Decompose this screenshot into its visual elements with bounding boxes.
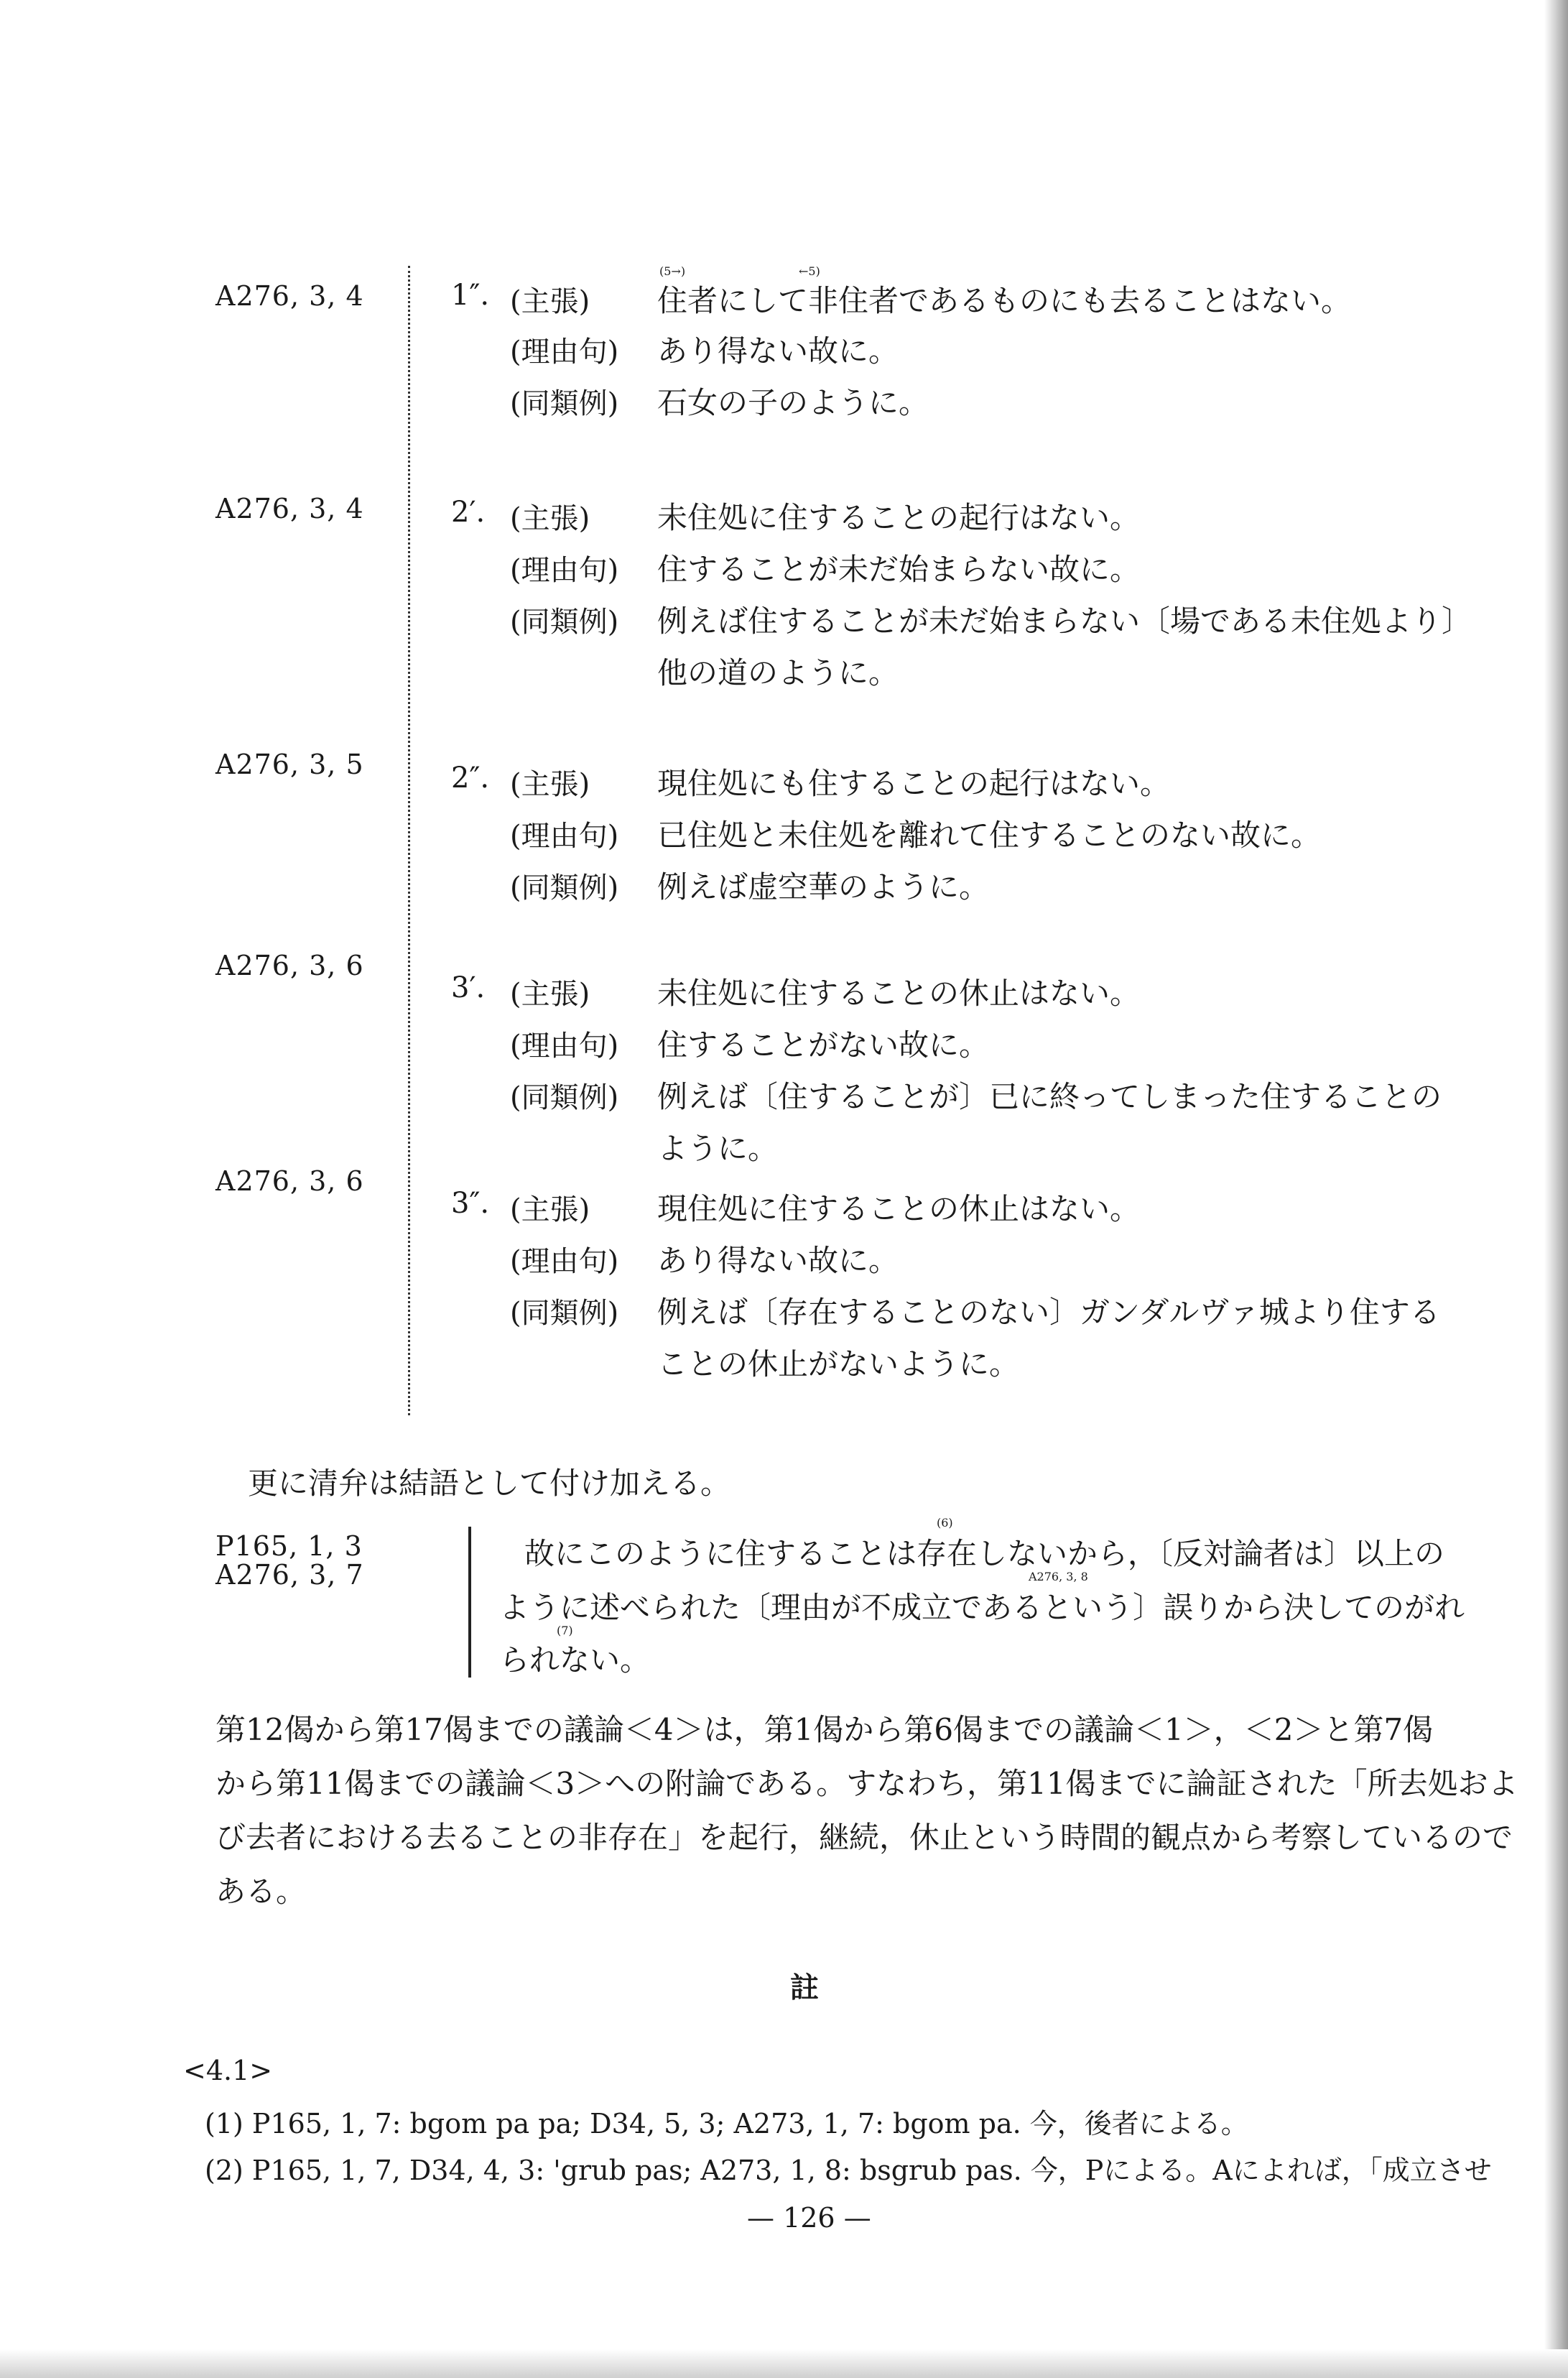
arg-2-example-cont: 他の道のように。 (657, 655, 899, 690)
mark-5b: ←5) (799, 264, 820, 278)
ref-5: A276, 3, 6 (215, 1165, 364, 1197)
arg-4-reason: 住することがない故に。 (657, 1027, 990, 1063)
page-edge-shadow (1544, 0, 1568, 2378)
arg-5-reason-label: (理由句) (510, 1245, 619, 1278)
arg-2-example: 例えば住することが未だ始まらない〔場である未住処より〕 (657, 603, 1472, 639)
mark-6: (6) (937, 1516, 953, 1530)
conclusion-ref-a: A276, 3, 7 (215, 1559, 364, 1591)
arg-2-claim: 未住処に住することの起行はない。 (657, 500, 1141, 535)
arg-5-number: 3″. (451, 1187, 490, 1220)
arg-5-claim-label: (主張) (510, 1193, 590, 1226)
arg-1-reason-label: (理由句) (510, 336, 619, 369)
arg-5-reason: あり得ない故に。 (657, 1243, 899, 1278)
mark-a-ref: A276, 3, 8 (1029, 1570, 1088, 1583)
arg-3-example-label: (同類例) (510, 871, 619, 905)
ref-2: A276, 3, 4 (215, 493, 364, 524)
arg-4-claim-label: (主張) (510, 978, 590, 1011)
arg-2-claim-label: (主張) (510, 502, 590, 535)
arg-3-reason: 已住処と未住処を離れて住することのない故に。 (657, 818, 1322, 853)
arg-3-reason-label: (理由句) (510, 820, 619, 853)
arg-4-claim: 未住処に住することの休止はない。 (657, 976, 1141, 1011)
notes-heading: 註 (790, 1971, 819, 2004)
arg-4-example-cont: ように。 (657, 1131, 779, 1166)
conclusion-line-3: られない。 (499, 1642, 651, 1678)
arg-1-reason: あり得ない故に。 (657, 333, 899, 369)
mark-7: (7) (557, 1624, 573, 1637)
arg-3-example: 例えば虚空華のように。 (657, 869, 990, 905)
conclusion-intro: 更に清弁は結語として付け加える。 (248, 1466, 731, 1501)
arg-2-reason-label: (理由句) (510, 554, 619, 587)
conclusion-ref-p: P165, 1, 3 (215, 1530, 363, 1562)
arg-4-example: 例えば〔住することが〕已に終ってしまった住することの (657, 1079, 1442, 1114)
arg-1-example-label: (同類例) (510, 387, 619, 420)
arg-2-number: 2′. (451, 496, 486, 529)
margin-rule (408, 266, 410, 1415)
arg-4-reason-label: (理由句) (510, 1030, 619, 1063)
arg-1-number: 1″. (451, 279, 490, 312)
arg-3-number: 2″. (451, 762, 490, 795)
note-1: (1) P165, 1, 7: bgom pa pa; D34, 5, 3; A273, 1, 7: bgom pa. 今，後者による。 (205, 2108, 1248, 2139)
conclusion-line-1: 故にこのように住することは存在しないから，〔反対論者は〕以上の (524, 1536, 1445, 1571)
page-number: — 126 — (747, 2202, 871, 2234)
body-line-2: から第11偈までの議論＜3＞への附論である。すなわち，第11偈までに論証された「所去処およ (215, 1766, 1518, 1801)
body-line-3: び去者における去ることの非存在」を起行，継続，休止という時間的観点から考察しているので (215, 1820, 1513, 1855)
conclusion-rule (468, 1527, 471, 1678)
arg-5-example-cont: ことの休止がないように。 (657, 1346, 1020, 1382)
body-line-1: 第12偈から第17偈までの議論＜4＞は，第1偈から第6偈までの議論＜1＞，＜2＞と第7偈 (215, 1712, 1434, 1747)
arg-1-claim: 住者にして非住者であるものにも去ることはない。 (657, 283, 1352, 318)
arg-1-claim-label: (主張) (510, 285, 590, 318)
arg-2-reason: 住することが未だ始まらない故に。 (657, 552, 1141, 587)
arg-4-number: 3′. (451, 971, 486, 1004)
arg-5-example-label: (同類例) (510, 1297, 619, 1330)
notes-section-label: <4.1> (183, 2055, 273, 2086)
arg-4-example-label: (同類例) (510, 1081, 619, 1114)
ref-4: A276, 3, 6 (215, 950, 364, 981)
note-2: (2) P165, 1, 7, D34, 4, 3: 'grub pas; A273, 1, 8: bsgrub pas. 今，Pによる。Aによれば，「成立させ (205, 2155, 1492, 2186)
arg-3-claim-label: (主張) (510, 768, 590, 801)
arg-5-claim: 現住処に住することの休止はない。 (657, 1191, 1141, 1226)
ref-1: A276, 3, 4 (215, 280, 364, 312)
arg-2-example-label: (同類例) (510, 606, 619, 639)
arg-1-example: 石女の子のように。 (657, 385, 929, 420)
mark-5a: (5→) (659, 264, 686, 278)
arg-5-example: 例えば〔存在することのない〕ガンダルヴァ城より住する (657, 1295, 1440, 1330)
ref-3: A276, 3, 5 (215, 749, 364, 780)
conclusion-line-2: ように述べられた〔理由が不成立であるという〕誤りから決してのがれ (499, 1590, 1465, 1625)
arg-3-claim: 現住処にも住することの起行はない。 (657, 766, 1171, 801)
body-line-4: ある。 (215, 1874, 307, 1909)
page-bottom-shadow (0, 2349, 1568, 2378)
